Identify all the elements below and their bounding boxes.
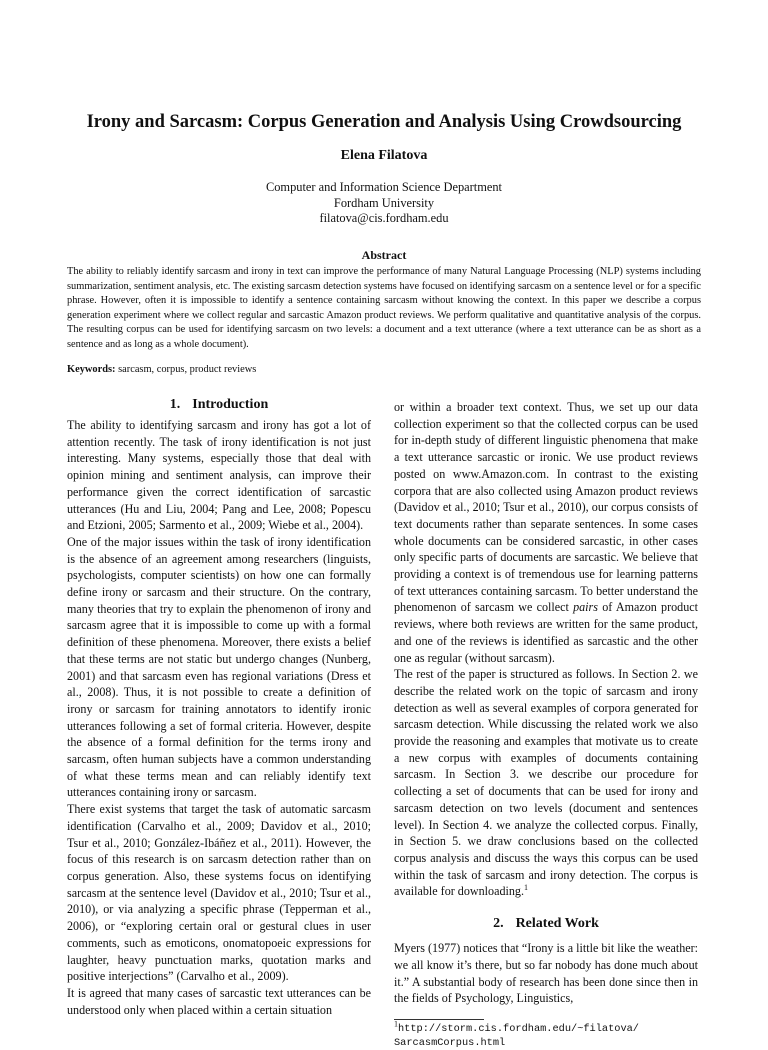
section-1-number: 1. (169, 397, 181, 412)
intro-paragraph-5-end: of Amazon product reviews, where both reviews are written for the same product, and one of the reviews is identified as sarcastic and the other one as regular (without sarcasm). (394, 600, 698, 665)
abstract-heading: Abstract (361, 248, 407, 262)
section-1-heading (67, 395, 371, 415)
keywords-list: sarcasm, corpus, product reviews (118, 364, 257, 375)
footnote-number: 1 (394, 1019, 398, 1029)
intro-paragraph-1: The ability to identifying sarcasm and irony has got a lot of attention recently. The task of irony identification is not just interesting. Many systems, especially those that deal with opinion mining and sentiment analysis, can improve their performance given the correct identification of sarcastic utterances (Hu and Liu, 2004; Pang and Lee, 2008; Popescu and Etzioni, 2005; Sarmento et al., 2009; Wiebe et al., 2004). (67, 418, 371, 533)
footnote-divider (394, 1019, 484, 1020)
abstract-text: The ability to reliably identify sarcasm and irony in text can improve the performance of many Natural Language Processing (NLP) systems including summarization, sentiment analysis, etc. The existing sarcasm detection systems have focused on identifying sarcasm on a sentence level or for a specific phrase. However, often it is impossible to identify a sentence containing sarcasm without knowing the context. In this paper we describe a corpus generation experiment where we collect regular and sarcastic Amazon product reviews. We perform qualitative and quantitative analysis of the corpus. The resulting corpus can be used for identifying sarcasm on two levels: a document and a text utterance (where a text utterance can be as short as a sentence and as long as a whole document). (67, 266, 701, 350)
keywords-label: Keywords: (67, 364, 116, 375)
paper-title: Irony and Sarcasm: Corpus Generation and Analysis Using Crowdsourcing (86, 112, 682, 132)
section-2-title: Related Work (515, 916, 599, 932)
related-work-paragraph-1: Myers (1977) notices that “Irony is a little bit like the weather: we all know it’s there, but so far nobody has done much about it.” A substantial body of research has been done since then in the fields of Psychology, Linguistics, (394, 941, 698, 1006)
intro-paragraph-5 (394, 399, 698, 666)
section-2-heading (394, 914, 698, 934)
intro-paragraph-3: There exist systems that target the task of automatic sarcasm identification (Carvalho et al., 2009; Davidov et al., 2010; Tsur et al., 2010; González-Ibáñez et al., 2011). However, the focus of this research is on sarcasm detection rather than on corpus generation. Also, these systems focus on identifying sarcasm at the sentence level (Davidov et al., 2010; Tsur et al., 2010), or via analyzing a specific phrase (Tepperman et al., 2006), or “exploring certain oral or gestural clues in user comments, such as emoticons, onomatopoeic expressions for laughter, heavy punctuation marks, quotation marks and positive interjections” (Carvalho et al., 2009). (67, 802, 371, 984)
left-column (67, 395, 371, 1018)
section-2-number: 2. (493, 916, 504, 932)
author-name: Elena Filatova (340, 148, 428, 163)
intro-paragraph-6 (394, 666, 698, 900)
affiliation-email: filatova@cis.fordham.edu (319, 211, 449, 225)
footnote (394, 1019, 698, 1050)
section-1-title: Introduction (192, 397, 269, 412)
intro-paragraph-6-text: The rest of the paper is structured as follows. In Section 2. we describe the related work on the topic of sarcasm and irony detection as well as several examples of corpora generated for sarcasm detection. While discussing the related work we also provide the reasoning and examples that motivate us to create a new corpus with examples of documents containing sarcasm. In Section 3. we describe our procedure for collecting a set of documents that can be used for irony and sarcasm detection on two levels (document and sentences level). In Section 4. we analyze the collected corpus. Finally, in Section 5. we draw conclusions based on the collected corpus analysis and discuss the ways this corpus can be used within the task of sarcasm and irony detection. The corpus is available for downloading. (394, 667, 698, 899)
footnote-url-line-1[interactable]: http://storm.cis.fordham.edu/~filatova/ (398, 1022, 639, 1035)
affiliation (40, 180, 728, 227)
intro-paragraph-4: It is agreed that many cases of sarcastic text utterances can be understood only when placed within a certain situation (67, 985, 371, 1017)
right-column (394, 399, 698, 1050)
intro-paragraph-5-italic: pairs (573, 600, 598, 615)
intro-paragraph-5-start: or within a broader text context. Thus, we set up our data collection experiment so that the collected corpus can be used for in-depth study of different linguistic phenomena that make a text utterance sarcastic or ironic. We use product reviews posted on www.Amazon.com. In contrast to the existing corpora that are also collected using Amazon product reviews (Davidov et al., 2010; Tsur et al., 2010), our corpus consists of text documents rather than separate sentences. In some cases whole documents can be considered sarcastic, in other cases only specific parts of documents are sarcastic. We believe that providing a context is of tremendous use for learning patterns of text utterances containing sarcasm. To better understand the phenomenon of sarcasm we collect (394, 400, 698, 615)
footnote-marker: 1 (523, 883, 528, 893)
footnote-url-line-2[interactable]: SarcasmCorpus.html (394, 1036, 506, 1049)
affiliation-university: Fordham University (333, 195, 435, 210)
intro-paragraph-2: One of the major issues within the task of irony identification is the absence of an agreement among researchers (linguists, psychologists, computer scientists) on how one can formally define irony or sarcasm and their structure. On the contrary, many theories that try to explain the phenomenon of irony and sarcasm agree that it is impossible to come up with a formal definition of these phenomena. Moreover, there exists a belief that these terms are not static but undergo changes (Nunberg, 2001) and that sarcasm even has regional variations (Dress et al., 2008). Thus, it is not possible to create a definition of irony or sarcasm for training annotators to identify ironic utterances following a set of formal criteria. However, despite the absence of a formal definition for the terms irony and sarcasm, often human subjects have a common understanding of what these terms mean and can reliably identify text utterances containing irony or sarcasm. (67, 534, 371, 800)
affiliation-department: Computer and Information Science Department (265, 180, 503, 194)
keywords-line (67, 364, 701, 375)
